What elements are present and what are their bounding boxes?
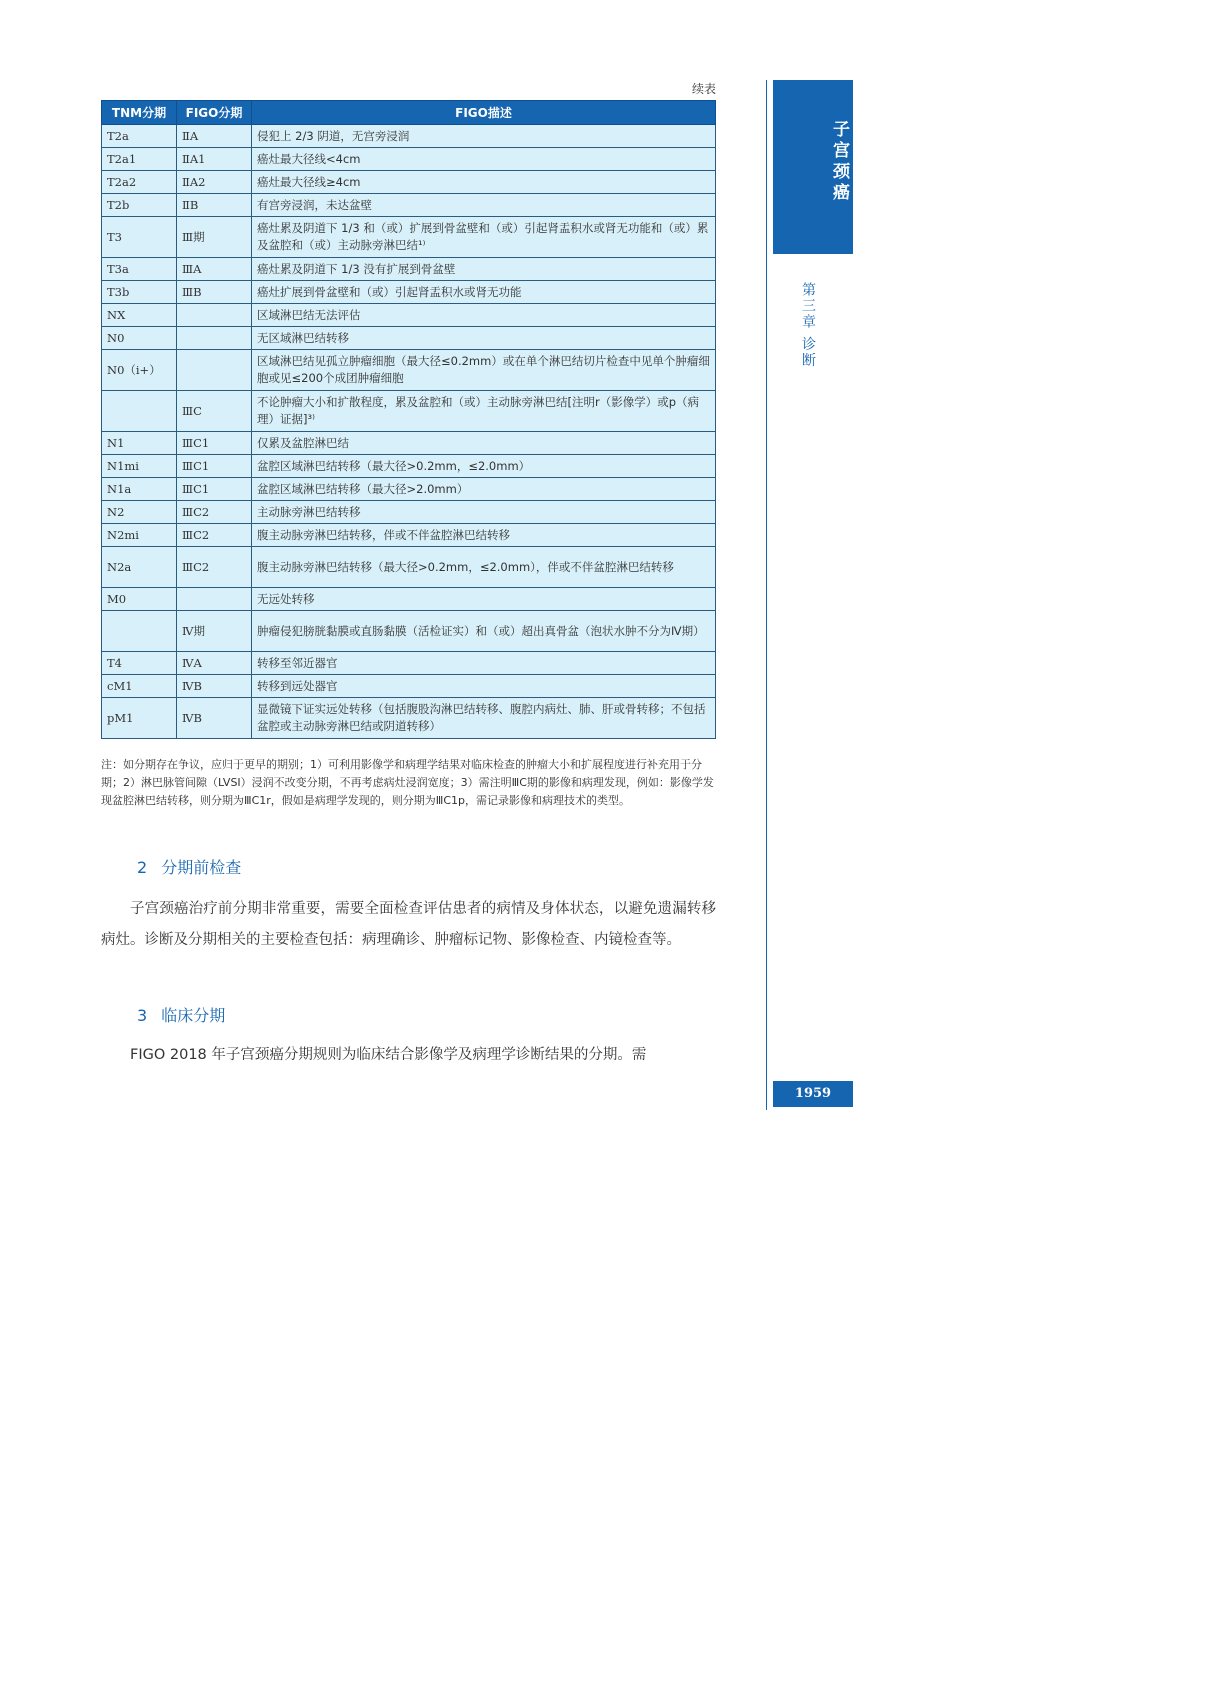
cell-figo: ⅡA2 xyxy=(177,171,252,194)
cell-desc: 不论肿瘤大小和扩散程度，累及盆腔和（或）主动脉旁淋巴结[注明r（影像学）或p（病理）证据]³⁾ xyxy=(252,391,716,432)
table-row xyxy=(102,125,716,148)
cell-desc: 转移到远处器官 xyxy=(252,675,716,698)
cell-tnm: T2a1 xyxy=(102,148,177,171)
cell-tnm: T3b xyxy=(102,281,177,304)
cell-desc: 癌灶最大径线≥4cm xyxy=(252,171,716,194)
table-header-row xyxy=(102,101,716,125)
table-row xyxy=(102,675,716,698)
table-row xyxy=(102,432,716,455)
cell-tnm: N2mi xyxy=(102,524,177,547)
cell-tnm: pM1 xyxy=(102,698,177,739)
table-row xyxy=(102,478,716,501)
cell-desc: 盆腔区域淋巴结转移（最大径>2.0mm） xyxy=(252,478,716,501)
table-row xyxy=(102,501,716,524)
cell-tnm: N0 xyxy=(102,327,177,350)
cell-tnm: T2b xyxy=(102,194,177,217)
table-row xyxy=(102,524,716,547)
chapter-tab xyxy=(773,80,853,254)
cell-desc: 盆腔区域淋巴结转移（最大径>0.2mm，≤2.0mm） xyxy=(252,455,716,478)
cell-desc: 癌灶最大径线<4cm xyxy=(252,148,716,171)
cell-tnm: N2a xyxy=(102,547,177,588)
chapter-tab-title: 子宫颈癌 xyxy=(829,120,849,204)
table-row xyxy=(102,698,716,739)
table-row xyxy=(102,304,716,327)
cell-figo: ⅢC2 xyxy=(177,524,252,547)
page-number: 1959 xyxy=(773,1081,853,1107)
table-row xyxy=(102,217,716,258)
cell-tnm: T3a xyxy=(102,258,177,281)
section-title: 分期前检查 xyxy=(161,858,242,877)
table-row xyxy=(102,391,716,432)
cell-figo: ⅢC xyxy=(177,391,252,432)
cell-figo: ⅢC2 xyxy=(177,501,252,524)
chapter-label: 第三章 诊断 xyxy=(800,282,816,369)
table-row xyxy=(102,652,716,675)
header-figo: FIGO分期 xyxy=(177,101,252,125)
table-row xyxy=(102,350,716,391)
cell-tnm: N1mi xyxy=(102,455,177,478)
cell-desc: 腹主动脉旁淋巴结转移（最大径>0.2mm，≤2.0mm），伴或不伴盆腔淋巴结转移 xyxy=(252,547,716,588)
cell-desc: 转移至邻近器官 xyxy=(252,652,716,675)
figo-staging-table xyxy=(101,100,716,739)
cell-figo: ⅢB xyxy=(177,281,252,304)
table-row xyxy=(102,588,716,611)
body-paragraph: 子宫颈癌治疗前分期非常重要，需要全面检查评估患者的病情及身体状态，以避免遗漏转移病灶。诊断及分期相关的主要检查包括：病理确诊、肿瘤标记物、影像检查、内镜检查等。 xyxy=(101,901,716,948)
cell-figo xyxy=(177,327,252,350)
table-row xyxy=(102,327,716,350)
cell-tnm: cM1 xyxy=(102,675,177,698)
table-row xyxy=(102,547,716,588)
section-number: 3 xyxy=(137,1006,148,1025)
cell-figo xyxy=(177,588,252,611)
header-desc: FIGO描述 xyxy=(252,101,716,125)
cell-figo xyxy=(177,304,252,327)
body-paragraph: FIGO 2018 年子宫颈癌分期规则为临床结合影像学及病理学诊断结果的分期。需 xyxy=(130,1047,647,1063)
cell-tnm: N1a xyxy=(102,478,177,501)
table-row xyxy=(102,611,716,652)
cell-tnm xyxy=(102,391,177,432)
cell-tnm xyxy=(102,611,177,652)
cell-figo: Ⅳ期 xyxy=(177,611,252,652)
cell-tnm: T4 xyxy=(102,652,177,675)
table-row xyxy=(102,258,716,281)
cell-desc: 腹主动脉旁淋巴结转移，伴或不伴盆腔淋巴结转移 xyxy=(252,524,716,547)
cell-desc: 主动脉旁淋巴结转移 xyxy=(252,501,716,524)
section-heading-2 xyxy=(137,855,241,878)
cell-tnm: T3 xyxy=(102,217,177,258)
section-heading-3 xyxy=(137,1003,225,1026)
cell-desc: 区域淋巴结见孤立肿瘤细胞（最大径≤0.2mm）或在单个淋巴结切片检查中见单个肿瘤细胞或见≤200个成团肿瘤细胞 xyxy=(252,350,716,391)
cell-desc: 癌灶扩展到骨盆壁和（或）引起肾盂积水或肾无功能 xyxy=(252,281,716,304)
cell-desc: 癌灶累及阴道下 1/3 没有扩展到骨盆壁 xyxy=(252,258,716,281)
cell-desc: 区域淋巴结无法评估 xyxy=(252,304,716,327)
rail-divider xyxy=(766,80,767,1110)
cell-tnm: N2 xyxy=(102,501,177,524)
cell-figo xyxy=(177,350,252,391)
cell-desc: 肿瘤侵犯膀胱黏膜或直肠黏膜（活检证实）和（或）超出真骨盆（泡状水肿不分为Ⅳ期） xyxy=(252,611,716,652)
cell-tnm: N1 xyxy=(102,432,177,455)
cell-tnm: N0（i+） xyxy=(102,350,177,391)
cell-figo: ⅢC2 xyxy=(177,547,252,588)
cell-figo: Ⅲ期 xyxy=(177,217,252,258)
cell-tnm: T2a2 xyxy=(102,171,177,194)
cell-figo: ⅣB xyxy=(177,698,252,739)
table-row xyxy=(102,281,716,304)
cell-figo: ⅢC1 xyxy=(177,478,252,501)
cell-figo: ⅡA xyxy=(177,125,252,148)
cell-desc: 癌灶累及阴道下 1/3 和（或）扩展到骨盆壁和（或）引起肾盂积水或肾无功能和（或）累及盆腔和（或）主动脉旁淋巴结¹⁾ xyxy=(252,217,716,258)
cell-figo: ⅢC1 xyxy=(177,432,252,455)
cell-figo: ⅡB xyxy=(177,194,252,217)
cell-desc: 有宫旁浸润，未达盆壁 xyxy=(252,194,716,217)
cell-figo: ⅣA xyxy=(177,652,252,675)
cell-desc: 无远处转移 xyxy=(252,588,716,611)
table-row xyxy=(102,171,716,194)
cell-figo: ⅡA1 xyxy=(177,148,252,171)
table-row xyxy=(102,194,716,217)
section-number: 2 xyxy=(137,858,148,877)
table-row xyxy=(102,148,716,171)
cell-figo: ⅢC1 xyxy=(177,455,252,478)
cell-desc: 侵犯上 2/3 阴道，无宫旁浸润 xyxy=(252,125,716,148)
continuation-label: 续表 xyxy=(691,82,716,96)
table-footnote: 注：如分期存在争议，应归于更早的期别；1）可利用影像学和病理学结果对临床检查的肿瘤大小和扩展程度进行补充用于分期；2）淋巴脉管间隙（LVSI）浸润不改变分期，不再考虑病灶浸润宽度；3）需注明ⅢC期的影像和病理发现，例如：影像学发现盆腔淋巴结转移，则分期为ⅢC1r，假如是病理学发现的，则分期为ⅢC1p，需记录影像和病理技术的类型。 xyxy=(101,758,714,807)
cell-tnm: T2a xyxy=(102,125,177,148)
cell-tnm: NX xyxy=(102,304,177,327)
cell-desc: 显微镜下证实远处转移（包括腹股沟淋巴结转移、腹腔内病灶、肺、肝或骨转移；不包括盆腔或主动脉旁淋巴结或阴道转移） xyxy=(252,698,716,739)
cell-tnm: M0 xyxy=(102,588,177,611)
cell-figo: ⅢA xyxy=(177,258,252,281)
cell-desc: 仅累及盆腔淋巴结 xyxy=(252,432,716,455)
cell-figo: ⅣB xyxy=(177,675,252,698)
header-tnm: TNM分期 xyxy=(102,101,177,125)
section-title: 临床分期 xyxy=(161,1006,226,1025)
table-row xyxy=(102,455,716,478)
cell-desc: 无区域淋巴结转移 xyxy=(252,327,716,350)
